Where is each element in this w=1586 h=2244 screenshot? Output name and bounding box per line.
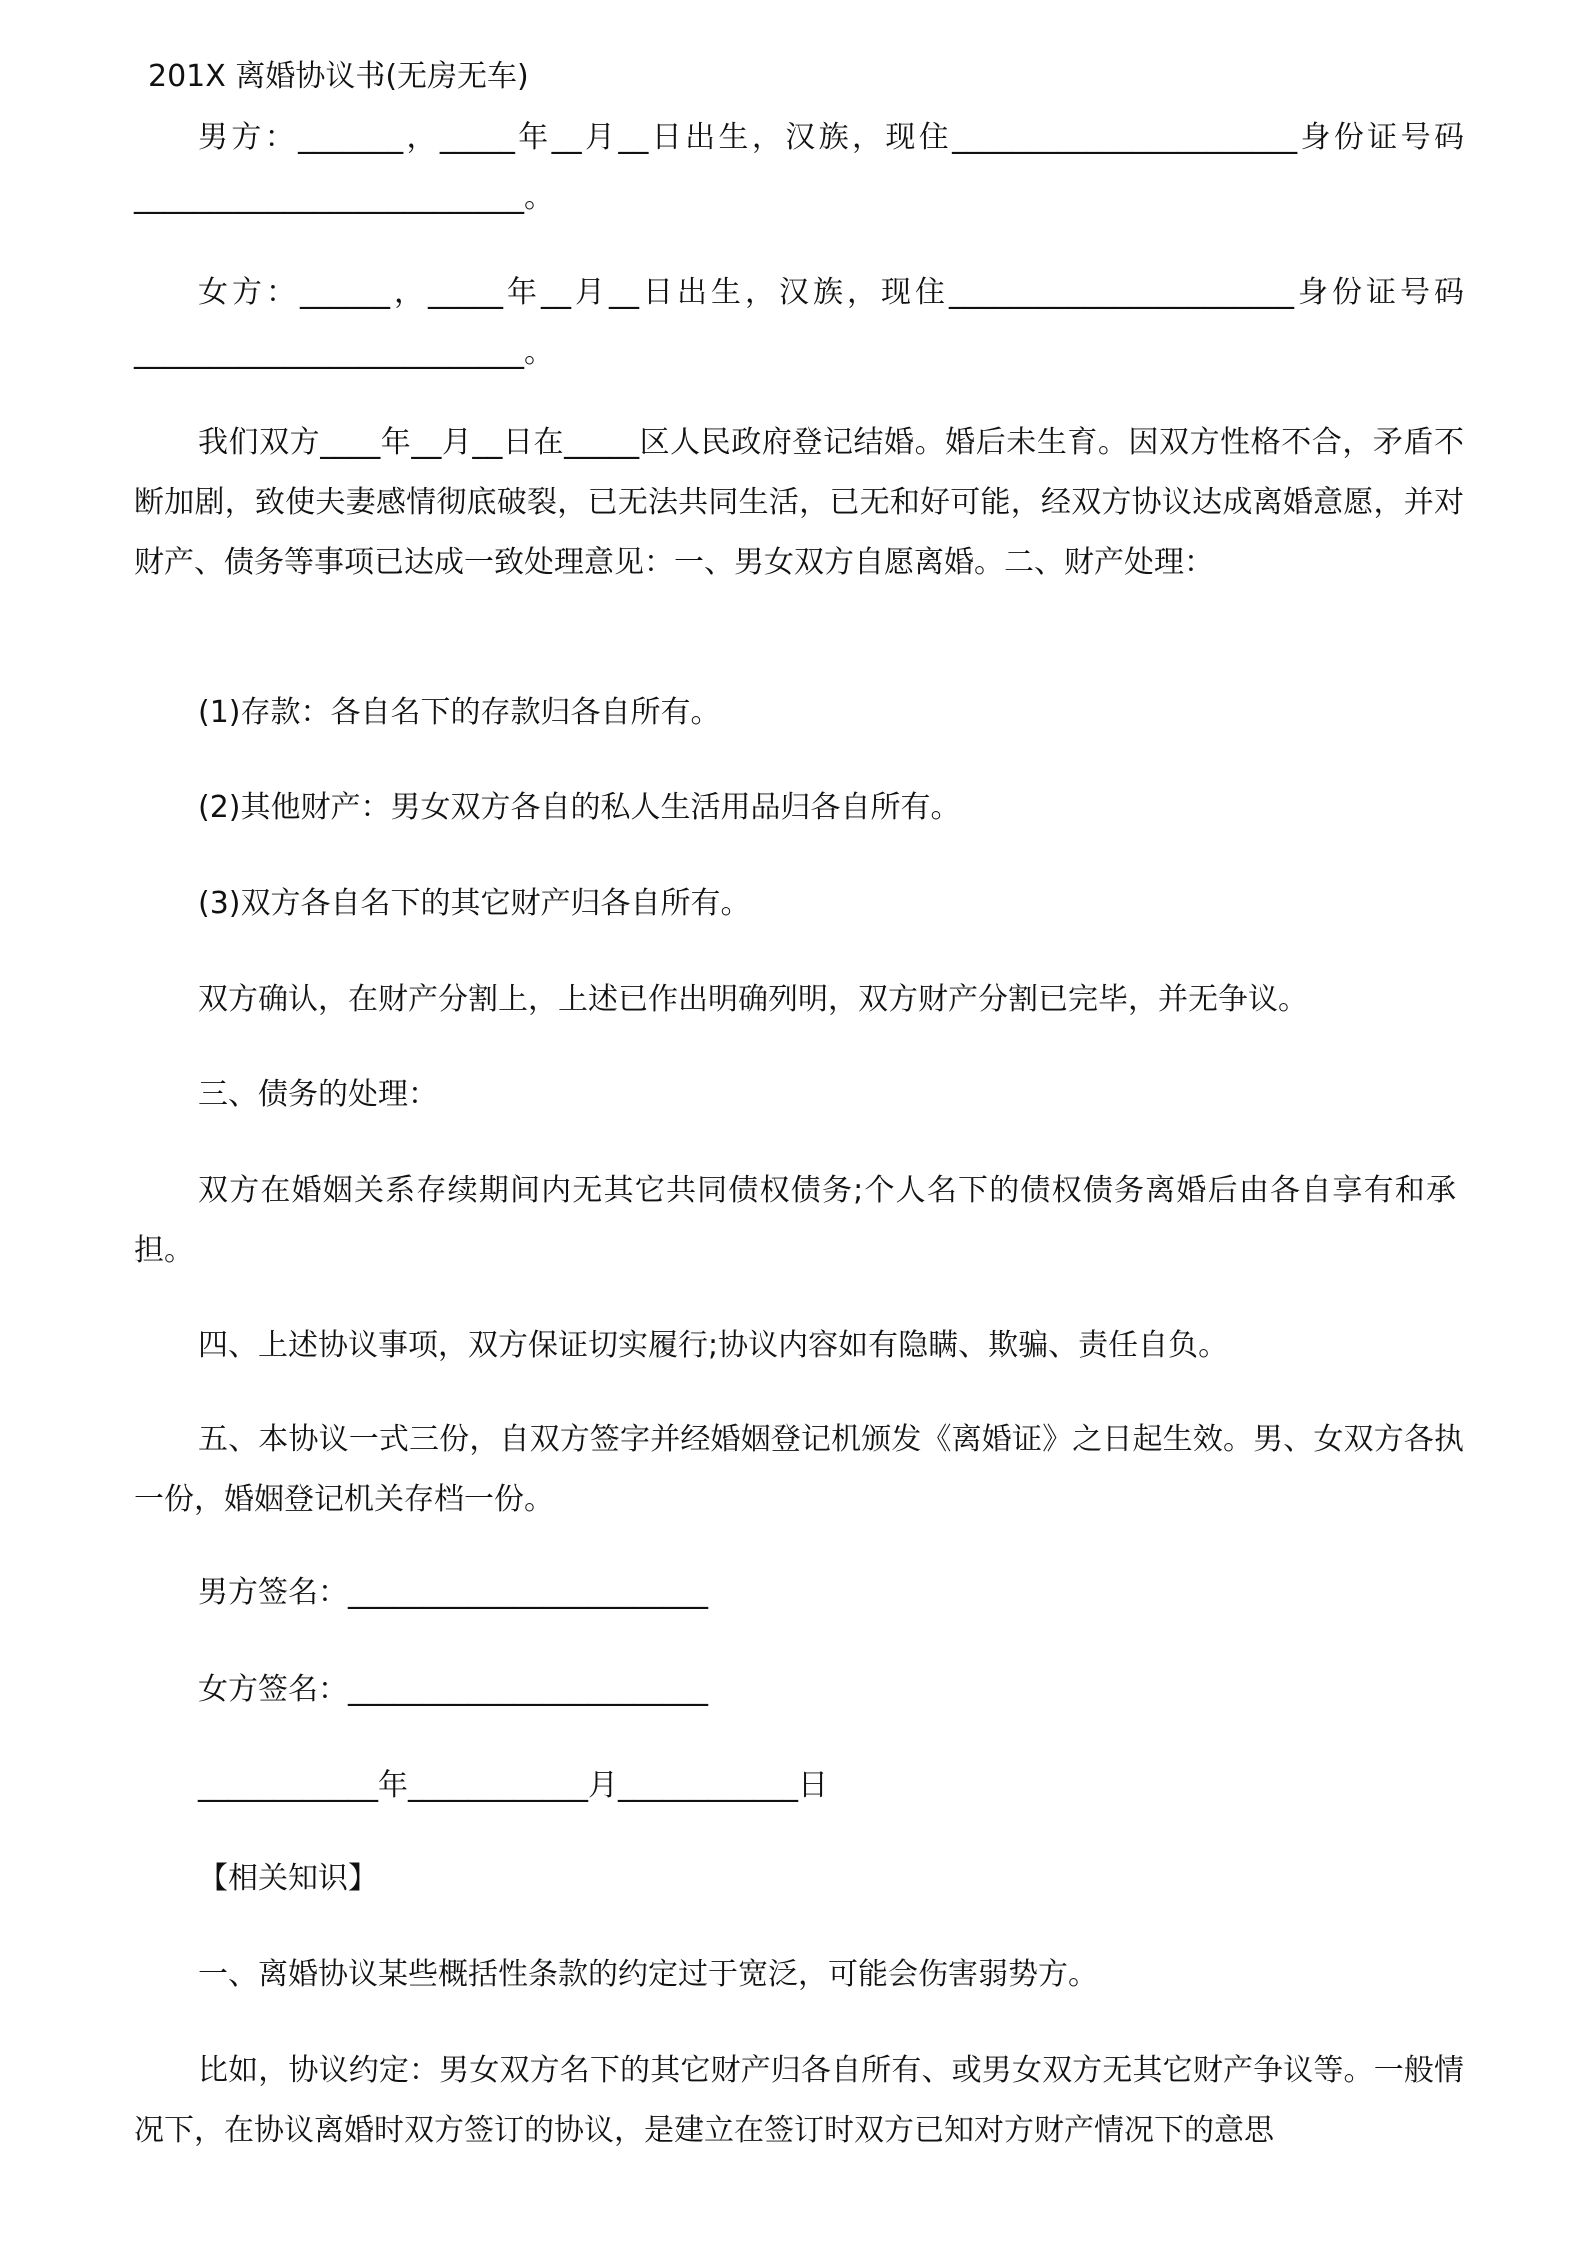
confirm-paragraph: 双方确认，在财产分割上，上述已作出明确列明，双方财产分割已完毕，并无争议。 — [198, 982, 1308, 1017]
property-item-1: (1)存款：各自名下的存款归各自所有。 — [198, 695, 721, 730]
debt-heading: 三、债务的处理： — [198, 1077, 438, 1112]
date-line: ____________年____________月____________日 — [198, 1768, 828, 1803]
intro-paragraph: 我们双方____年__月__日在_____区人民政府登记结婚。婚后未生育。因双方性格不合，矛盾不断加剧，致使夫妻感情彻底破裂，已无法共同生活，已无和好可能，经双方协议达成离婚意愿，并对财产、债务等事项已达成一致处理意见：一、男女双方自愿离婚。二、财产处理： — [134, 425, 1464, 580]
knowledge-paragraph-1: 一、离婚协议某些概括性条款的约定过于宽泛，可能会伤害弱势方。 — [198, 1957, 1098, 1992]
male-info-paragraph: 男方：_______，_____年__月__日出生，汉族，现住_______________________身份证号码__________________________。 — [134, 120, 1464, 215]
female-signature-line: 女方签名：________________________ — [198, 1672, 708, 1707]
knowledge-heading: 【相关知识】 — [198, 1861, 378, 1896]
clause-5-paragraph: 五、本协议一式三份，自双方签字并经婚姻登记机颁发《离婚证》之日起生效。男、女双方各执一份，婚姻登记机关存档一份。 — [134, 1422, 1464, 1517]
male-signature-line: 男方签名：________________________ — [198, 1575, 708, 1610]
debt-paragraph: 双方在婚姻关系存续期间内无其它共同债权债务;个人名下的债权债务离婚后由各自享有和承担。 — [134, 1173, 1456, 1268]
knowledge-paragraph-2: 比如，协议约定：男女双方名下的其它财产归各自所有、或男女双方无其它财产争议等。一般情况下，在协议离婚时双方签订的协议，是建立在签订时双方已知对方财产情况下的意思 — [134, 2053, 1464, 2148]
property-item-3: (3)双方各自名下的其它财产归各自所有。 — [198, 886, 751, 921]
clause-4-paragraph: 四、上述协议事项，双方保证切实履行;协议内容如有隐瞒、欺骗、责任自负。 — [198, 1328, 1229, 1363]
document-title: 201X 离婚协议书(无房无车) — [148, 59, 529, 94]
property-item-2: (2)其他财产：男女双方各自的私人生活用品归各自所有。 — [198, 790, 961, 825]
female-info-paragraph: 女方：______，_____年__月__日出生，汉族，现住_______________________身份证号码__________________________。 — [134, 275, 1464, 370]
